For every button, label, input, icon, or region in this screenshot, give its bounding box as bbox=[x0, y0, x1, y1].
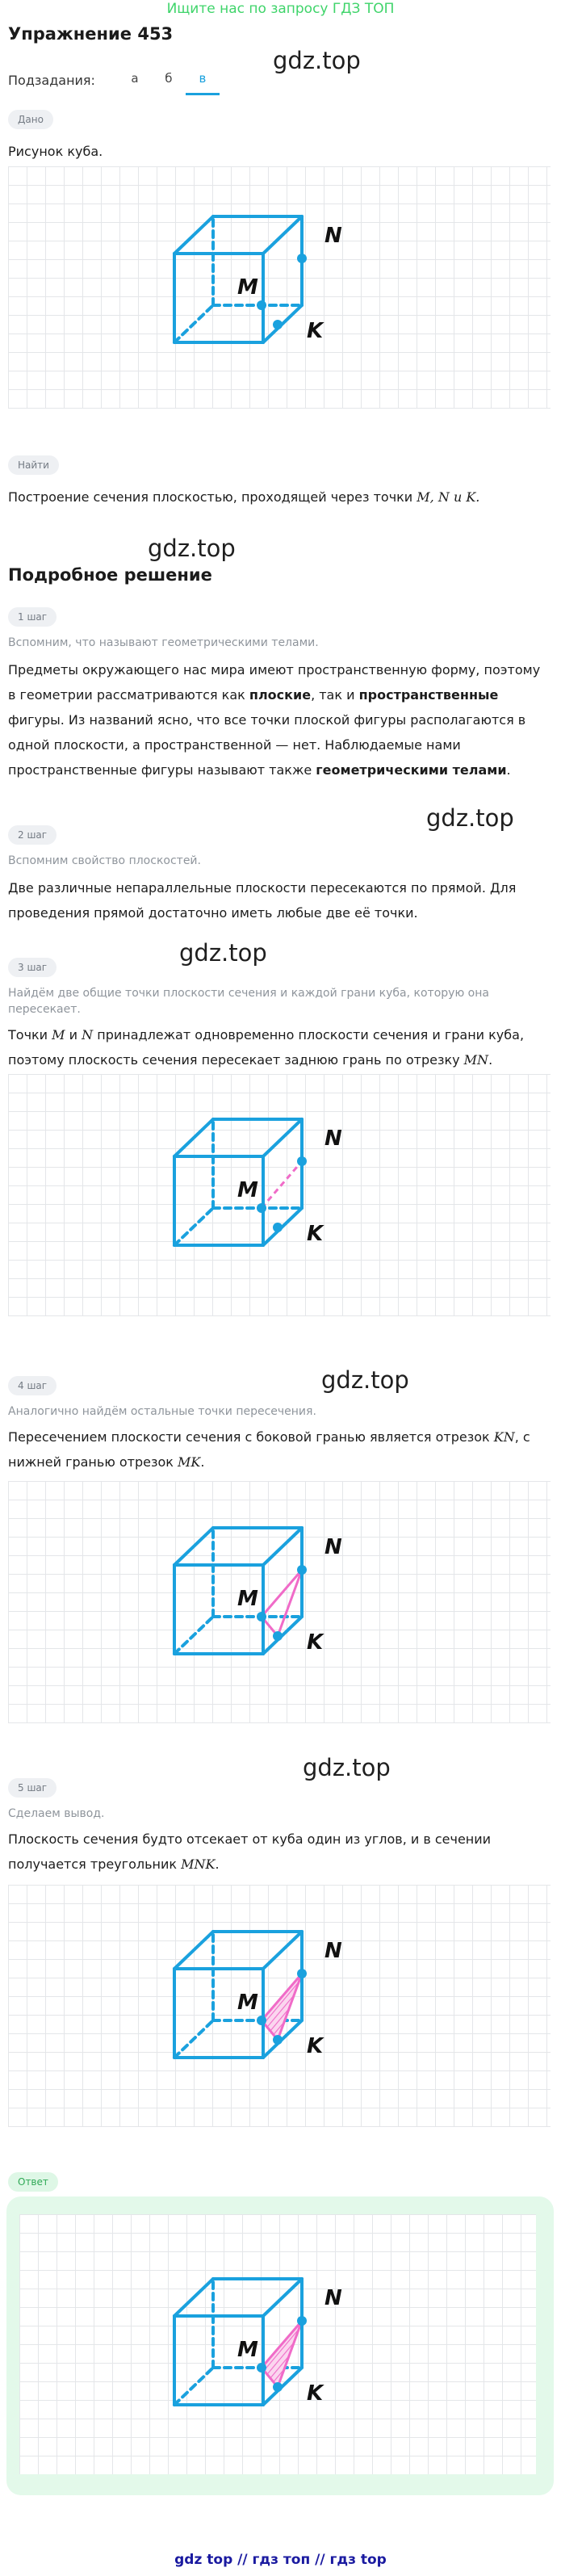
cube-edge bbox=[263, 305, 302, 342]
math-mn: MN bbox=[463, 1052, 489, 1068]
section-triangle bbox=[262, 1974, 302, 2040]
step4-text: , с нижней гранью отрезок bbox=[8, 1429, 530, 1470]
hidden-edge bbox=[174, 1208, 213, 1245]
hidden-edge bbox=[174, 1617, 213, 1654]
step-badge: 1 шаг bbox=[8, 607, 57, 627]
step1-text: фигуры. Из названий ясно, что все точки плоской фигуры располагаются в одной плоскости, а пространственной — нет. Наблюдаемые нами пространственные фигуры называют также bbox=[8, 712, 526, 778]
cube-edge bbox=[263, 1208, 302, 1245]
cube-edge bbox=[174, 1932, 213, 1969]
search-banner[interactable]: Ищите нас по запросу ГДЗ ТОП bbox=[166, 1, 395, 17]
step-badge: 4 шаг bbox=[8, 1376, 57, 1395]
step5-text: Плоскость сечения будто отсекает от куба один из углов, и в сечении получается треугольник bbox=[8, 1831, 492, 1872]
point-n bbox=[297, 1565, 307, 1575]
point-n bbox=[297, 254, 307, 263]
cube-edge bbox=[263, 1528, 302, 1565]
step-badge: 2 шаг bbox=[8, 825, 57, 845]
point-n bbox=[297, 2316, 307, 2326]
point-k bbox=[273, 2382, 283, 2392]
label-m: M bbox=[237, 275, 258, 300]
step3-text: и bbox=[65, 1027, 82, 1043]
step3-text: . bbox=[488, 1052, 493, 1068]
step-text: Две различные непараллельные плоскости пересекаются по прямой. Для проведения прямой достаточно иметь любые две её точки. bbox=[8, 880, 517, 921]
step1-text: , так и bbox=[311, 687, 359, 703]
step-badge: 3 шаг bbox=[8, 958, 57, 977]
label-k: K bbox=[307, 319, 324, 343]
section-segment-mn bbox=[262, 1161, 302, 1208]
cube-figure bbox=[145, 200, 355, 354]
cube-edge bbox=[263, 1119, 302, 1156]
label-n: N bbox=[324, 224, 342, 248]
step1-text: . bbox=[506, 762, 511, 778]
point-m bbox=[257, 1203, 266, 1213]
cube-edge bbox=[174, 1119, 213, 1156]
step5-text: . bbox=[215, 1856, 220, 1872]
step-text bbox=[8, 1022, 551, 1072]
watermark: gdz.top bbox=[148, 535, 236, 562]
find-points: M, N и K. bbox=[417, 489, 480, 505]
step-caption: Вспомним, что называют геометрическими телами. bbox=[8, 636, 319, 649]
step3-text: Точки bbox=[8, 1027, 52, 1043]
label-m: M bbox=[237, 2338, 258, 2362]
answer-badge: Ответ bbox=[8, 2172, 58, 2192]
point-k bbox=[273, 1223, 283, 1232]
cube-figure bbox=[145, 1915, 355, 2069]
watermark: gdz.top bbox=[179, 939, 267, 967]
step-caption: Вспомним свойство плоскостей. bbox=[8, 854, 201, 867]
label-n: N bbox=[324, 1939, 342, 1963]
subtasks-label: Подзадания: bbox=[8, 72, 95, 88]
cube-edge bbox=[174, 216, 213, 254]
step-badge: 5 шаг bbox=[8, 1778, 57, 1798]
cube-figure bbox=[145, 1512, 355, 1665]
cube-edge bbox=[263, 2279, 302, 2316]
label-m: M bbox=[237, 1178, 258, 1202]
subtask-tabs bbox=[8, 65, 220, 95]
point-n bbox=[297, 1969, 307, 1978]
label-m: M bbox=[237, 1587, 258, 1611]
step4-text: . bbox=[200, 1454, 205, 1470]
step-text bbox=[8, 1424, 551, 1475]
cube-figure bbox=[145, 2263, 355, 2416]
label-k: K bbox=[307, 1222, 324, 1246]
page-title: Упражнение 453 bbox=[8, 24, 174, 44]
tab-a[interactable]: а bbox=[131, 71, 139, 86]
watermark: gdz.top bbox=[273, 47, 361, 74]
given-text: Рисунок куба. bbox=[8, 144, 103, 159]
cube-figure bbox=[145, 1103, 355, 1257]
math-kn: KN bbox=[493, 1429, 515, 1445]
label-k: K bbox=[307, 2381, 324, 2406]
watermark: gdz.top bbox=[426, 804, 514, 832]
point-k bbox=[273, 320, 283, 329]
math-mk: MK bbox=[178, 1454, 201, 1470]
term-flat: плоские bbox=[249, 687, 312, 703]
label-n: N bbox=[324, 2286, 342, 2310]
hidden-edge bbox=[174, 2020, 213, 2058]
math-n: N bbox=[82, 1027, 94, 1043]
point-m bbox=[257, 300, 266, 310]
cube-edge bbox=[263, 1932, 302, 1969]
tab-v[interactable]: в bbox=[186, 65, 220, 95]
point-k bbox=[273, 2035, 283, 2045]
cube-edge bbox=[174, 2279, 213, 2316]
label-k: K bbox=[307, 1630, 324, 1655]
math-mnk: MNK bbox=[181, 1856, 216, 1872]
label-n: N bbox=[324, 1126, 342, 1151]
label-m: M bbox=[237, 1991, 258, 2015]
cube-edge bbox=[174, 1528, 213, 1565]
math-m: M bbox=[52, 1027, 65, 1043]
step1-text: Предметы окружающего нас мира имеют пространственную форму, поэтому в геометрии рассматриваются как bbox=[8, 662, 541, 703]
footer-links[interactable]: gdz top // гдз топ // гдз top bbox=[174, 2552, 387, 2568]
step-caption: Аналогично найдём остальные точки пересечения. bbox=[8, 1405, 316, 1418]
watermark: gdz.top bbox=[303, 1754, 391, 1781]
cube-edge bbox=[263, 216, 302, 254]
point-m bbox=[257, 2363, 266, 2373]
step-text bbox=[8, 1827, 551, 1877]
label-k: K bbox=[307, 2034, 324, 2058]
hidden-edge bbox=[174, 2368, 213, 2405]
step-text bbox=[8, 657, 551, 782]
section-triangle bbox=[262, 2321, 302, 2387]
find-badge: Найти bbox=[8, 455, 59, 475]
hidden-edge bbox=[174, 305, 213, 342]
find-text-main: Построение сечения плоскостью, проходящей через точки bbox=[8, 489, 413, 505]
solution-title: Подробное решение bbox=[8, 565, 212, 585]
label-n: N bbox=[324, 1535, 342, 1559]
point-m bbox=[257, 1612, 266, 1622]
section-triangle bbox=[262, 1570, 302, 1636]
point-m bbox=[257, 2016, 266, 2025]
given-badge: Дано bbox=[8, 110, 53, 129]
point-n bbox=[297, 1156, 307, 1166]
step-caption: Найдём две общие точки плоскости сечения и каждой грани куба, которую она пересекает. bbox=[8, 987, 489, 1016]
step-caption: Сделаем вывод. bbox=[8, 1807, 105, 1820]
watermark: gdz.top bbox=[321, 1366, 409, 1394]
point-k bbox=[273, 1631, 283, 1641]
find-text bbox=[8, 485, 551, 510]
tab-b[interactable]: б bbox=[165, 71, 173, 86]
term-bodies: геометрическими телами bbox=[316, 762, 507, 778]
step3-text: принадлежат одновременно плоскости сечения и грани куба, поэтому плоскость сечения пересекает заднюю грань по отрезку bbox=[8, 1027, 525, 1068]
step4-text: Пересечением плоскости сечения с боковой гранью является отрезок bbox=[8, 1429, 494, 1445]
term-spatial: пространственные bbox=[358, 687, 499, 703]
